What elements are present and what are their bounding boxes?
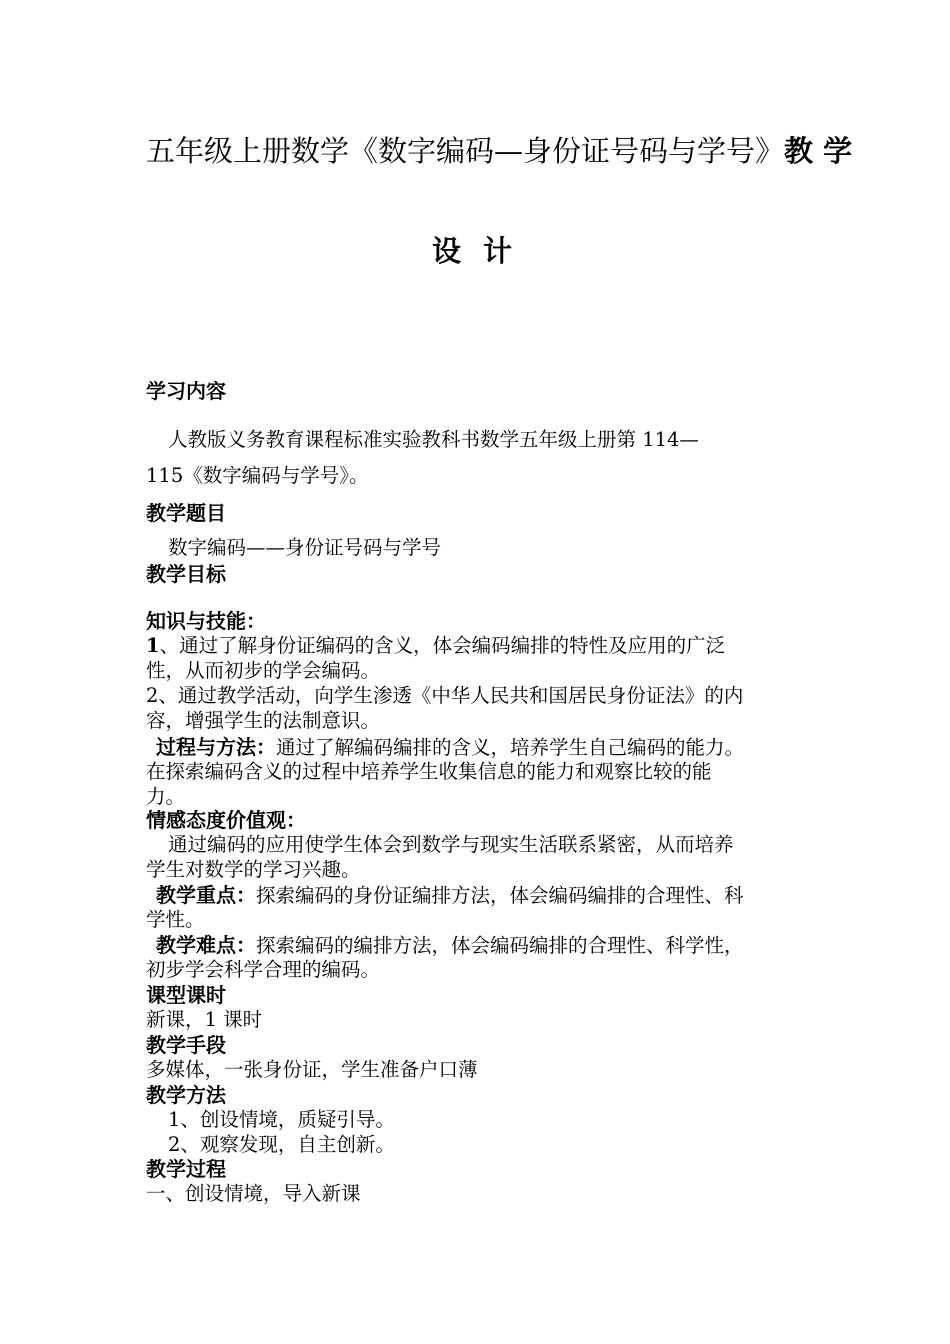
knowledge-item-1-line-1 [146, 636, 816, 656]
emotion-line-2: 学生对数学的学习兴趣。 [146, 858, 361, 881]
content-line-2: 115《数字编码与学号》。 [146, 464, 369, 487]
title-bold-text: 教 学 [784, 134, 853, 168]
key-point-line-1 [156, 885, 826, 906]
lesson-type-heading: 课型课时 [146, 983, 226, 1007]
teaching-process-heading: 教学过程 [146, 1157, 226, 1181]
teaching-method-item-2: 2、观察发现，自主创新。 [168, 1133, 395, 1156]
difficult-point-line-1 [156, 935, 826, 956]
process-method-label: 过程与方法： [156, 735, 276, 759]
difficult-point-label: 教学难点： [156, 933, 256, 957]
difficult-point-text: 探索编码的编排方法，体会编码编排的合理性、科学性， [256, 934, 744, 957]
knowledge-item-2-line-1: 2、通过教学活动，向学生渗透《中华人民共和国居民身份证法》的内 [146, 684, 744, 707]
document-title-line2: 设 计 [431, 234, 519, 268]
key-point-label: 教学重点： [156, 883, 256, 907]
process-method-line-3: 力。 [146, 785, 186, 808]
emotion-line-1: 通过编码的应用使学生体会到数学与现实生活联系紧密，从而培养 [168, 833, 734, 856]
key-point-line-2: 学性。 [146, 908, 205, 931]
process-method-text: 通过了解编码编排的含义，培养学生自己编码的能力。 [276, 736, 745, 759]
content-line-1: 人教版义务教育课程标准实验教科书数学五年级上册第 114— [168, 428, 699, 451]
document-title-line1 [146, 134, 853, 168]
knowledge-item-1-line-2: 性，从而初步的学会编码。 [146, 659, 381, 682]
content-heading: 学习内容 [146, 379, 226, 403]
teaching-process-step-1: 一、创设情境，导入新课 [146, 1182, 361, 1205]
knowledge-item-2-line-2: 容，增强学生的法制意识。 [146, 709, 381, 732]
knowledge-item-1-number: 1 [146, 634, 160, 657]
teaching-method-item-1: 1、创设情境，质疑引导。 [168, 1108, 395, 1131]
goal-heading: 教学目标 [146, 562, 226, 586]
emotion-heading: 情感态度价值观： [146, 808, 306, 832]
title-text: 五年级上册数学《数字编码—身份证号码与学号》 [146, 134, 785, 168]
process-method-line-1 [156, 737, 826, 758]
knowledge-heading: 知识与技能： [146, 609, 266, 633]
teaching-means-text: 多媒体，一张身份证，学生准备户口薄 [146, 1058, 478, 1081]
process-method-line-2: 在探索编码含义的过程中培养学生收集信息的能力和观察比较的能 [146, 760, 712, 783]
lesson-type-text: 新课，1 课时 [146, 1008, 263, 1031]
difficult-point-line-2: 初步学会科学合理的编码。 [146, 958, 381, 981]
teaching-method-heading: 教学方法 [146, 1083, 226, 1107]
teaching-means-heading: 教学手段 [146, 1033, 226, 1057]
knowledge-item-1-text: 、通过了解身份证编码的含义，体会编码编排的特性及应用的广泛 [159, 634, 726, 657]
topic-text: 数字编码——身份证号码与学号 [168, 536, 442, 559]
topic-heading: 教学题目 [146, 501, 226, 525]
key-point-text: 探索编码的身份证编排方法，体会编码编排的合理性、科 [256, 884, 744, 907]
